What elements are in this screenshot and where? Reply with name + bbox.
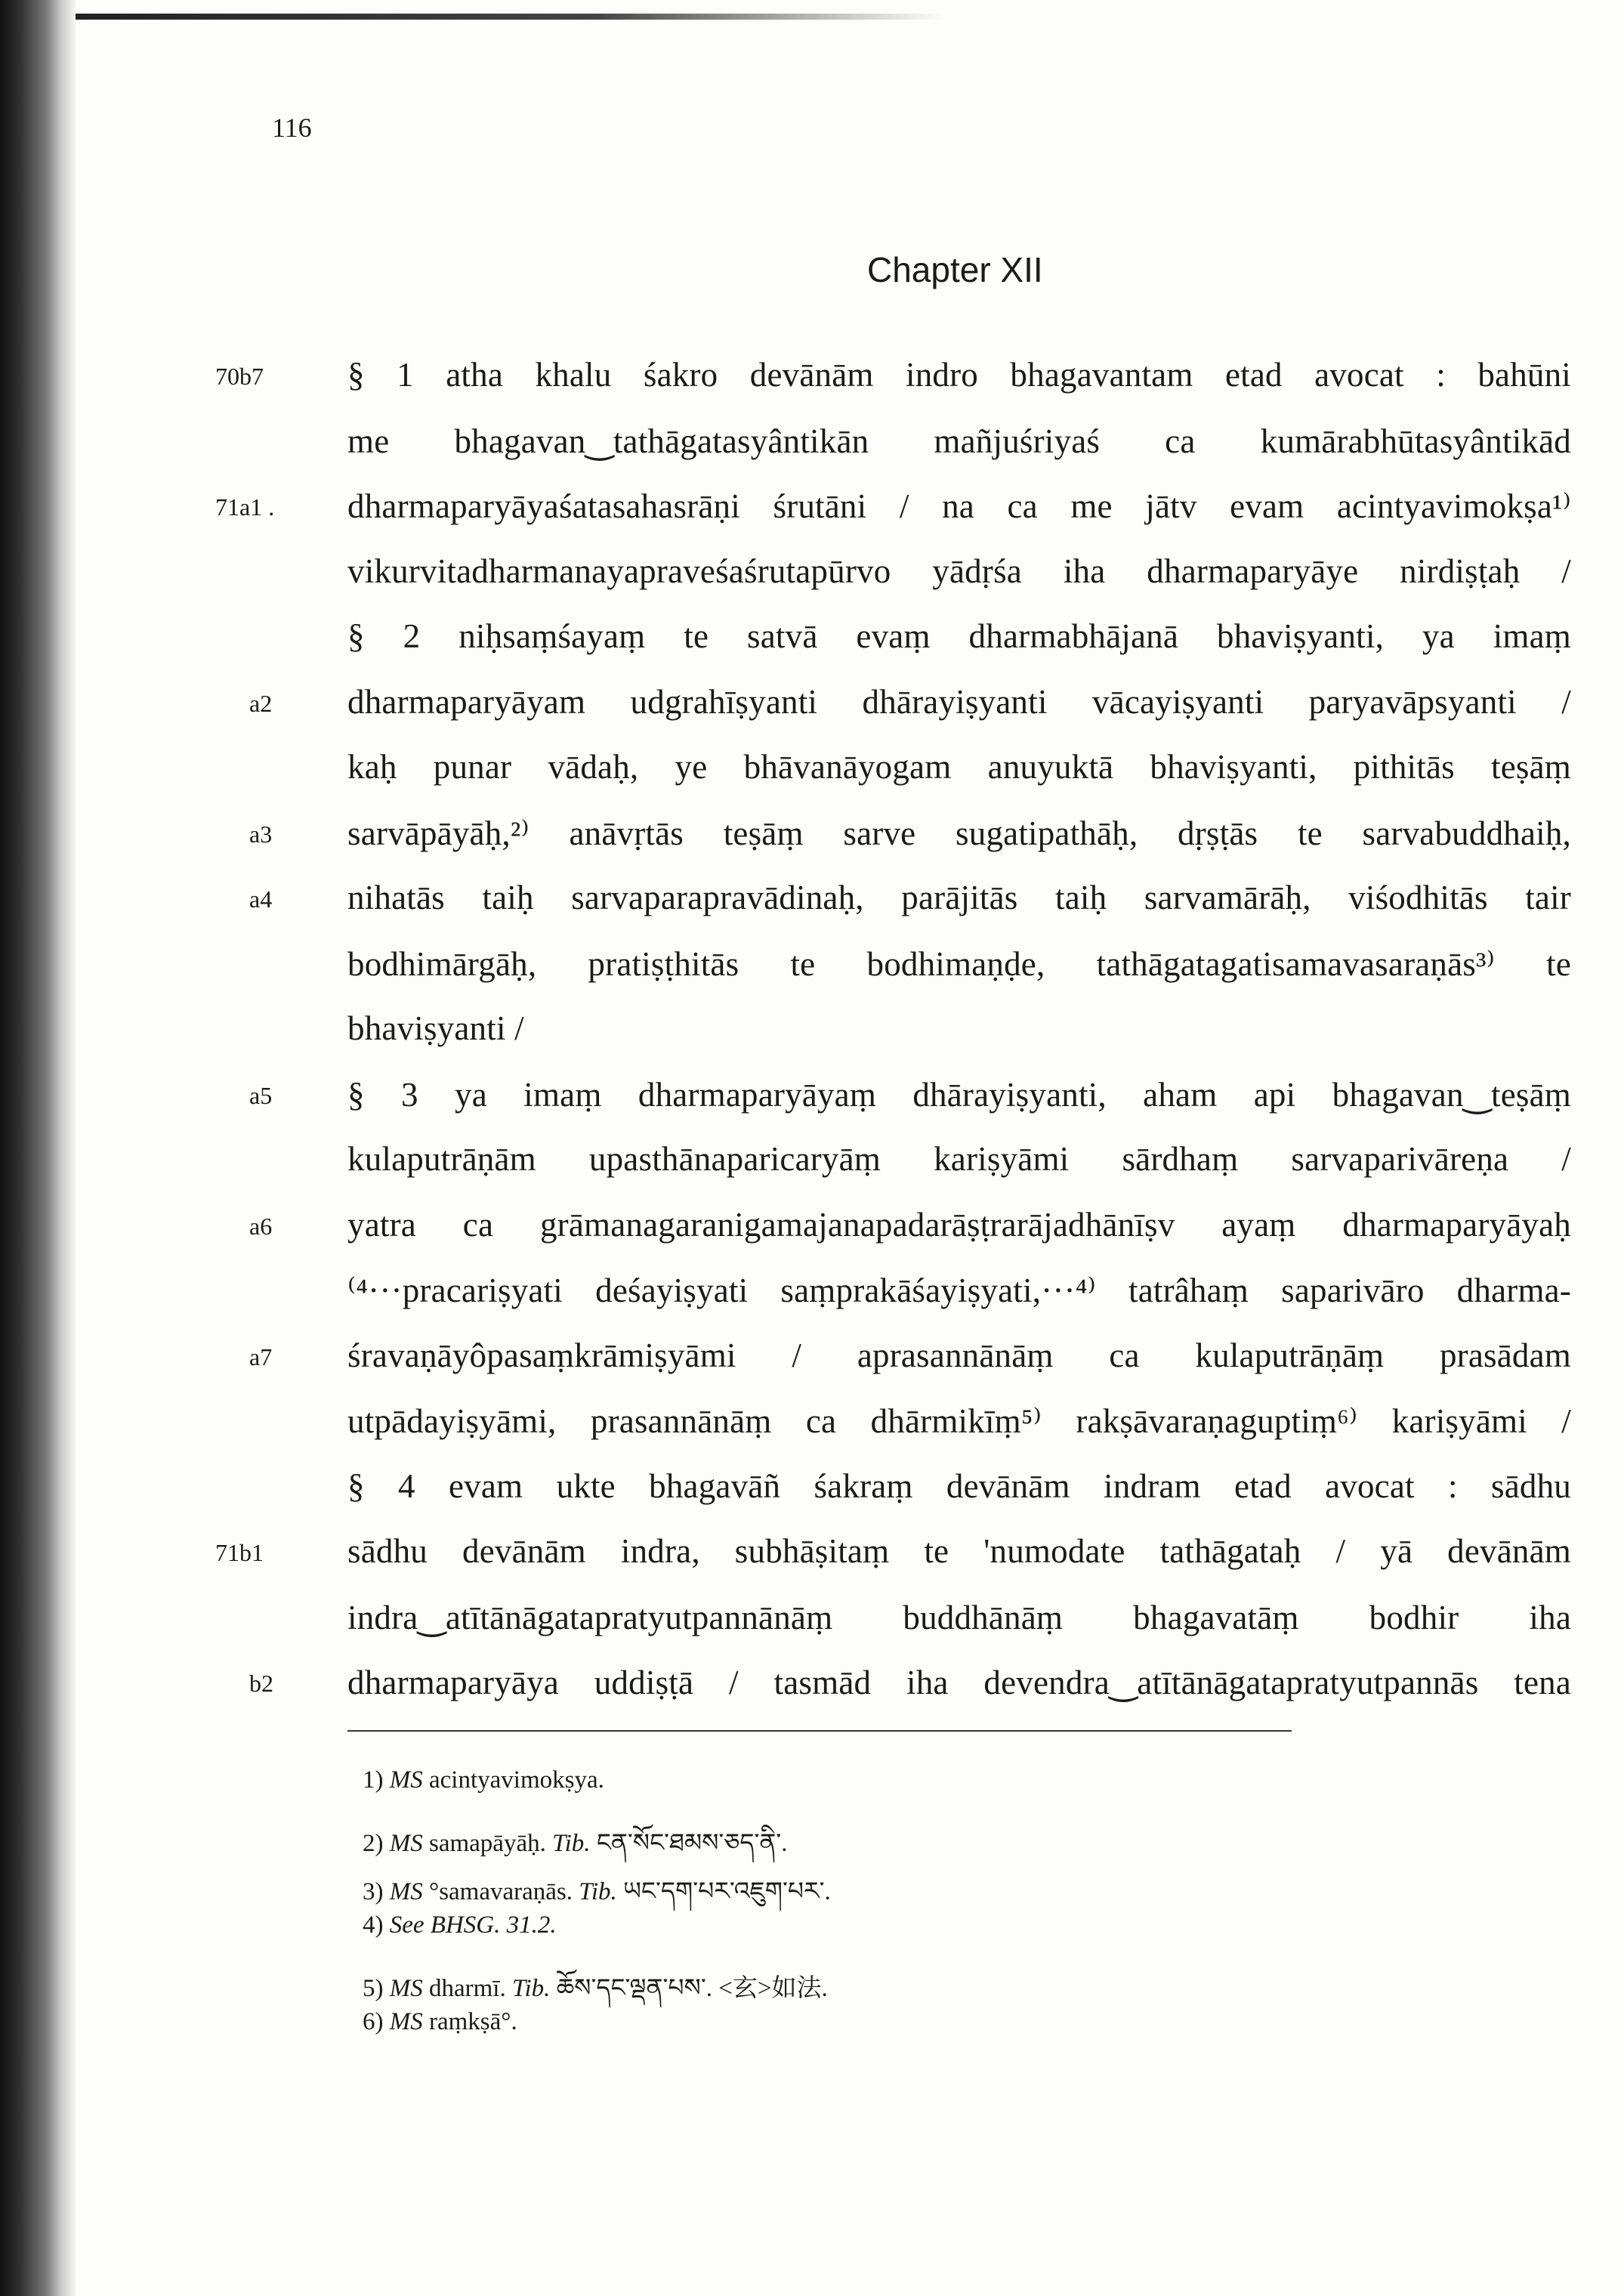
text-line: bodhimārgāḥ, pratiṣṭhitās te bodhimaṇḍe, tathāgatagatisamavasaraṇās³⁾ te [347,944,1571,983]
margin-ref: 70b7 [215,363,264,390]
footnote [363,1766,604,1794]
text-line: sarvāpāyāḥ,²⁾ anāvṛtās teṣāṃ sarve sugatipathāḥ, dṛṣṭās te sarvabuddhaiḥ, [347,814,1571,852]
footnote-tibetan: ཆོས་དང་ལྡན་པས་. <玄>如法. [556,1975,828,2002]
text-line: nihatās taiḥ sarvaparapravādinaḥ, parājitās taiḥ sarvamārāḥ, viśodhitās tair [347,879,1571,916]
footnote-source: MS [389,1975,423,2002]
footnote-tib-label: Tib. [579,1878,617,1905]
footnote-number: 4) [363,1911,384,1939]
text-line: bhaviṣyanti / [347,1009,524,1047]
text-line: śravaṇāyôpasaṃkrāmiṣyāmi / aprasannānāṃ ca kulaputrāṇāṃ prasādam [347,1336,1571,1374]
margin-ref: 71a1 . [215,493,275,521]
margin-ref: a6 [249,1212,273,1240]
footnote-source: MS [389,1766,423,1794]
footnote-number: 3) [363,1878,384,1905]
footnote-text: dharmī. [429,1975,506,2002]
footnote-tib-label: Tib. [511,1975,551,2002]
footnote-text: °samavaraṇās. [429,1878,573,1905]
footnote-text: acintyavimokṣya. [429,1766,604,1794]
margin-ref: a7 [249,1343,273,1370]
margin-ref: b2 [249,1670,273,1697]
text-line: dharmaparyāya uddiṣṭā / tasmād iha devendra‿atītānāgatapratyutpannās tena [347,1664,1571,1701]
text-line: § 3 ya imaṃ dharmaparyāyaṃ dhārayiṣyanti, aham api bhagavan‿teṣāṃ [347,1075,1571,1114]
text-line: yatra ca grāmanagaranigamajanapadarāṣṭrarājadhānīṣv ayaṃ dharmaparyāyaḥ [347,1205,1571,1244]
footnote [363,2008,517,2036]
margin-ref: a5 [249,1081,273,1109]
page-number: 116 [272,113,312,143]
footnote-source: MS [389,2008,423,2035]
footnote-source: MS [389,1878,423,1905]
text-line: § 4 evam ukte bhagavāñ śakraṃ devānām indram etad avocat : sādhu [347,1466,1571,1505]
margin-ref: a2 [249,689,273,717]
text-line: indra‿atītānāgatapratyutpannānāṃ buddhānāṃ bhagavatāṃ bodhir iha [347,1598,1571,1636]
text-line: kulaputrāṇām upasthānaparicaryāṃ kariṣyāmi sārdhaṃ sarvaparivāreṇa / [347,1140,1571,1178]
footnote-tibetan: ཡང་དག་པར་འཇུག་པར་. [622,1878,831,1905]
footnote-text: samapāyāḥ. [429,1830,546,1857]
footnote-tib-label: Tib. [552,1830,591,1857]
text-line: sādhu devānām indra, subhāṣitaṃ te 'numodate tathāgataḥ / yā devānām [347,1532,1571,1570]
footnote-number: 2) [363,1830,384,1857]
text-line: ⁽⁴···pracariṣyati deśayiṣyati saṃprakāśayiṣyati,···⁴⁾ tatrâhaṃ saparivāro dharma- [347,1272,1571,1309]
footnote-source: See BHSG. 31.2. [389,1911,557,1939]
footnote [363,1911,557,1939]
margin-ref: a4 [249,885,273,913]
footnote-tibetan: ངན་སོང་ཐམས་ཅད་ནི་. [596,1830,788,1857]
text-line: dharmaparyāyam udgrahīṣyanti dhārayiṣyanti vācayiṣyanti paryavāpsyanti / [347,682,1571,721]
margin-ref: 71b1 [215,1539,264,1566]
text-line: § 1 atha khalu śakro devānām indro bhagavantam etad avocat : bahūni [347,356,1571,394]
text-line: vikurvitadharmanayapraveśaśrutapūrvo yādṛśa iha dharmaparyāye nirdiṣṭaḥ / [347,552,1571,590]
scan-shadow-edge [0,0,76,2296]
margin-ref: a3 [249,820,273,848]
text-line: utpādayiṣyāmi, prasannānāṃ ca dhārmikīṃ⁵⁾ rakṣāvaraṇaguptiṃ⁶⁾ kariṣyāmi / [347,1402,1571,1440]
text-line: § 2 niḥsaṃśayaṃ te satvā evaṃ dharmabhājanā bhaviṣyanti, ya imaṃ [347,617,1571,655]
footnote-rule [347,1730,1292,1732]
text-line: kaḥ punar vādaḥ, ye bhāvanāyogam anuyuktā bhaviṣyanti, pithitās teṣāṃ [347,748,1571,786]
footnote-number: 6) [363,2008,384,2035]
text-line: dharmaparyāyaśatasahasrāṇi śrutāni / na ca me jātv evam acintyavimokṣa¹⁾ [347,487,1571,525]
scan-shadow-top [76,14,944,20]
footnote-number: 5) [363,1975,384,2002]
footnote-text: raṃkṣā°. [429,2008,517,2035]
text-line: me bhagavan‿tathāgatasyântikān mañjuśriyaś ca kumārabhūtasyântikād [347,422,1571,460]
footnote-source: MS [389,1830,423,1857]
chapter-title: Chapter XII [867,250,1043,289]
footnote-number: 1) [363,1766,384,1794]
